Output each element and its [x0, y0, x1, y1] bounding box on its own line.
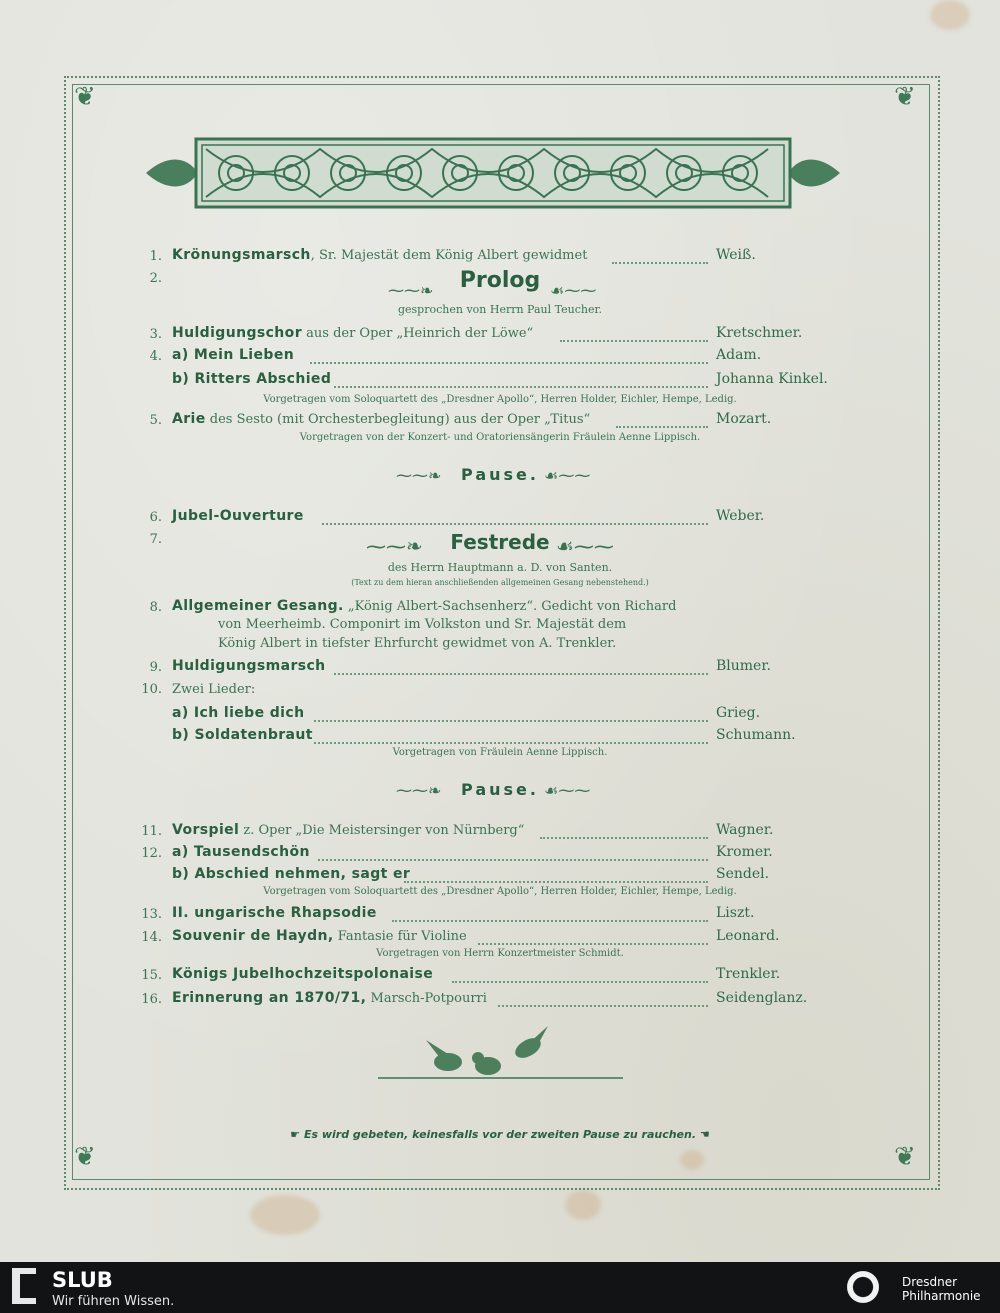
item-number: 1.	[149, 249, 162, 264]
piece-detail: aus der Oper „Heinrich der Löwe“	[302, 326, 534, 341]
piece-title: Vorspiel	[172, 822, 240, 838]
piece-title: a) Ich liebe dich	[172, 705, 305, 721]
leader-dots	[314, 720, 708, 722]
leader-dots	[540, 837, 708, 839]
item-number: 9.	[149, 660, 162, 675]
dp-name-line1: Dresdner	[902, 1275, 958, 1289]
composer-name: Seidenglanz.	[716, 990, 808, 1006]
program-item-1	[172, 247, 587, 263]
slub-logo-icon[interactable]	[12, 1268, 36, 1304]
piece-title: Souvenir de Haydn,	[172, 928, 334, 944]
program-item-8-line3: König Albert in tiefster Ehrfurcht gewidmet von A. Trenkler.	[218, 636, 617, 651]
dp-name-line2: Philharmonie	[902, 1289, 981, 1303]
prolog-speaker: gesprochen von Herrn Paul Teucher.	[397, 303, 602, 316]
piece-title: Huldigungschor	[172, 325, 303, 341]
prolog-heading: Prolog	[459, 268, 541, 293]
program-item-6	[172, 508, 304, 524]
corner-ornament-icon: ❦	[894, 82, 916, 112]
leader-dots	[498, 1005, 708, 1007]
pointing-hand-icon: ☚	[696, 1128, 710, 1141]
piece-title: b) Ritters Abschied	[172, 371, 332, 387]
paper-stain	[565, 1190, 601, 1220]
piece-title: a) Tausendschön	[172, 844, 310, 860]
program-item-14	[172, 928, 467, 944]
composer-name: Mozart.	[716, 411, 772, 427]
program-item-10a	[172, 705, 304, 721]
item-number: 12.	[141, 846, 162, 861]
flourish-left-icon: ⁓⁓❧	[396, 466, 442, 485]
pause-heading: Pause.	[461, 780, 539, 799]
performer-credit: Vorgetragen von der Konzert- und Oratoriensängerin Fräulein Aenne Lippisch.	[299, 432, 701, 443]
program-item-8	[172, 598, 676, 614]
corner-ornament-icon: ❦	[74, 1142, 96, 1172]
composer-name: Kromer.	[716, 844, 773, 860]
leader-dots	[478, 943, 708, 945]
program-item-12b	[172, 866, 410, 882]
item-number: 14.	[141, 930, 162, 945]
composer-name: Blumer.	[716, 658, 771, 674]
program-item-5	[172, 411, 590, 427]
composer-name: Kretschmer.	[716, 325, 803, 341]
leader-dots	[334, 386, 708, 388]
dresdner-philharmonie-logo-icon[interactable]	[840, 1264, 886, 1310]
piece-detail: z. Oper „Die Meistersinger von Nürnberg“	[239, 823, 525, 838]
piece-title: b) Soldatenbraut	[172, 727, 313, 743]
leader-dots	[404, 881, 708, 883]
item-number: 16.	[141, 992, 162, 1007]
composer-name: Wagner.	[716, 822, 774, 838]
smoking-notice	[240, 1128, 760, 1141]
flourish-left-icon: ⁓⁓❧	[396, 781, 442, 800]
composer-name: Trenkler.	[716, 966, 781, 982]
performer-credit: Vorgetragen vom Soloquartett des „Dresdner Apollo“, Herren Holder, Eichler, Hempe, Ledig.	[263, 886, 737, 897]
piece-title: Königs Jubelhochzeitspolonaise	[172, 966, 434, 982]
program-item-12a	[172, 844, 310, 860]
piece-title: Jubel-Ouverture	[172, 508, 304, 524]
leader-dots	[318, 859, 708, 861]
piece-title: Arie	[172, 411, 206, 427]
birds-vignette-icon	[378, 1022, 623, 1090]
item-number: 10.	[141, 682, 162, 697]
flourish-left-icon: ⁓⁓❧	[366, 534, 423, 558]
piece-title: a) Mein Lieben	[172, 347, 295, 363]
program-item-11	[172, 822, 524, 838]
composer-name: Weber.	[716, 508, 765, 524]
leader-dots	[452, 981, 708, 983]
festrede-heading: Festrede	[450, 530, 550, 554]
ornamental-banner-icon	[146, 135, 840, 211]
corner-ornament-icon: ❦	[894, 1142, 916, 1172]
paper-stain	[930, 0, 970, 30]
festrede-speaker: des Herrn Hauptmann a. D. von Santen.	[387, 561, 613, 574]
piece-title: b) Abschied nehmen, sagt er	[172, 866, 411, 882]
item-number: 13.	[141, 907, 162, 922]
item-number: 15.	[141, 968, 162, 983]
item-number: 4.	[149, 349, 162, 364]
program-item-15	[172, 966, 433, 982]
program-item-4b	[172, 371, 331, 387]
piece-detail: des Sesto (mit Orchesterbegleitung) aus der Oper „Titus“	[205, 412, 591, 427]
festrede-note: (Text zu dem hieran anschließenden allgemeinen Gesang nebenstehend.)	[351, 578, 649, 587]
piece-detail: Marsch-Potpourri	[366, 991, 487, 1006]
performer-credit: Vorgetragen vom Soloquartett des „Dresdner Apollo“, Herren Holder, Eichler, Hempe, Ledig.	[263, 394, 737, 405]
flourish-right-icon: ☙⁓⁓	[556, 534, 614, 558]
notice-text: Es wird gebeten, keinesfalls vor der zweiten Pause zu rauchen.	[303, 1128, 697, 1141]
item-number: 11.	[141, 824, 162, 839]
composer-name: Schumann.	[716, 727, 796, 743]
composer-name: Grieg.	[716, 705, 761, 721]
leader-dots	[310, 362, 708, 364]
composer-name: Liszt.	[716, 905, 755, 921]
flourish-right-icon: ☙⁓⁓	[550, 281, 597, 300]
piece-detail: „König Albert-Sachsenherz“. Gedicht von Richard	[343, 599, 677, 614]
slub-tagline: Wir führen Wissen.	[52, 1294, 175, 1309]
corner-ornament-icon: ❦	[74, 82, 96, 112]
paper-stain	[250, 1195, 320, 1235]
performer-credit: Vorgetragen von Herrn Konzertmeister Schmidt.	[376, 948, 624, 959]
program-item-9	[172, 658, 326, 674]
leader-dots	[616, 426, 708, 428]
program-item-10b	[172, 727, 313, 743]
program-item-10: Zwei Lieder:	[172, 682, 256, 697]
leader-dots	[612, 262, 708, 264]
leader-dots	[322, 523, 708, 525]
composer-name: Weiß.	[716, 247, 756, 263]
item-number: 7.	[149, 532, 162, 547]
piece-detail: Fantasie für Violine	[333, 929, 467, 944]
slub-name[interactable]: SLUB	[52, 1268, 113, 1292]
program-item-16	[172, 990, 487, 1006]
leader-dots	[560, 340, 708, 342]
item-number: 3.	[149, 327, 162, 342]
piece-title: Allgemeiner Gesang.	[172, 598, 344, 614]
item-number: 5.	[149, 413, 162, 428]
piece-title: II. ungarische Rhapsodie	[172, 905, 377, 921]
leader-dots	[334, 673, 708, 675]
leader-dots	[314, 742, 708, 744]
piece-title: Huldigungsmarsch	[172, 658, 326, 674]
composer-name: Johanna Kinkel.	[716, 371, 828, 387]
leader-dots	[392, 920, 708, 922]
program-item-8-line2: von Meerheimb. Componirt im Volkston und Sr. Majestät dem	[218, 617, 627, 632]
composer-name: Leonard.	[716, 928, 780, 944]
pointing-hand-icon: ☛	[290, 1128, 304, 1141]
flourish-right-icon: ☙⁓⁓	[544, 466, 591, 485]
piece-title: Erinnerung an 1870/71,	[172, 990, 367, 1006]
program-item-13	[172, 905, 377, 921]
pause-heading: Pause.	[461, 465, 539, 484]
composer-name: Sendel.	[716, 866, 770, 882]
piece-title: Krönungsmarsch	[172, 247, 311, 263]
dresdner-philharmonie-name[interactable]	[902, 1275, 981, 1303]
program-item-3	[172, 325, 533, 341]
item-number: 2.	[149, 271, 162, 286]
composer-name: Adam.	[716, 347, 762, 363]
piece-detail: , Sr. Majestät dem König Albert gewidmet	[310, 248, 588, 263]
item-number: 8.	[149, 600, 162, 615]
flourish-left-icon: ⁓⁓❧	[388, 281, 434, 300]
item-number: 6.	[149, 510, 162, 525]
performer-credit: Vorgetragen von Fräulein Aenne Lippisch.	[392, 747, 608, 758]
flourish-right-icon: ☙⁓⁓	[544, 781, 591, 800]
program-item-4a	[172, 347, 294, 363]
